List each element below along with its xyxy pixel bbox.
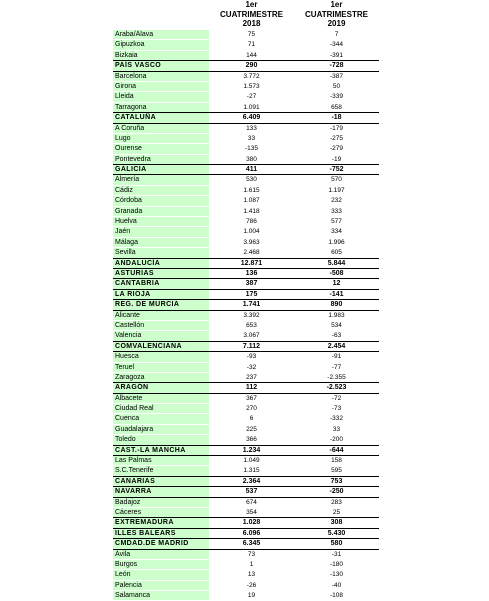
row-name: Gipuzkoa bbox=[113, 40, 209, 49]
table-row-total bbox=[113, 112, 379, 122]
row-name: Teruel bbox=[113, 363, 209, 372]
row-name: A Coruña bbox=[113, 124, 209, 133]
row-value-2018: 786 bbox=[246, 218, 257, 226]
row-name: Lleida bbox=[113, 92, 209, 101]
row-value-2018: 270 bbox=[246, 405, 257, 413]
row-name: Girona bbox=[113, 82, 209, 91]
table-body bbox=[113, 29, 379, 600]
table-row bbox=[113, 465, 379, 475]
table-row-total bbox=[113, 445, 379, 455]
row-value-2019: -72 bbox=[331, 394, 342, 402]
table-row bbox=[113, 320, 379, 330]
header-2018-line2: CUATRIMESTRE bbox=[220, 9, 283, 19]
row-name: Zaragoza bbox=[113, 373, 209, 382]
table-row bbox=[113, 247, 379, 257]
row-value-2018: 19 bbox=[247, 592, 256, 600]
row-value-2019: 1.996 bbox=[328, 238, 345, 246]
row-value-2018: 1.315 bbox=[243, 467, 260, 475]
row-value-2019: 333 bbox=[331, 207, 342, 215]
row-value-2019: 33 bbox=[332, 425, 341, 433]
row-value-2018: 144 bbox=[246, 51, 257, 59]
row-value-2019: -77 bbox=[331, 363, 342, 371]
header-2019-line2: CUATRIMESTRE bbox=[305, 9, 368, 19]
row-name: CATALUÑA bbox=[113, 113, 209, 122]
row-value-2018: 3.963 bbox=[243, 238, 260, 246]
row-name: Granada bbox=[113, 207, 209, 216]
row-name: Alicante bbox=[113, 311, 209, 320]
row-value-2018: 1.234 bbox=[242, 446, 261, 454]
row-value-2018: 1.049 bbox=[243, 457, 260, 465]
row-value-2018: 112 bbox=[245, 384, 258, 392]
data-table bbox=[113, 0, 379, 600]
table-row bbox=[113, 569, 379, 579]
row-value-2019: 232 bbox=[331, 197, 342, 205]
row-value-2018: 366 bbox=[246, 436, 257, 444]
row-name: Guadalajara bbox=[113, 425, 209, 434]
row-value-2018: 225 bbox=[246, 425, 257, 433]
row-name: Albacete bbox=[113, 394, 209, 403]
row-name: GALICIA bbox=[113, 165, 209, 174]
row-value-2019: -19 bbox=[331, 155, 342, 163]
table-row-total bbox=[113, 486, 379, 496]
row-value-2019: -275 bbox=[329, 134, 343, 142]
table-row-total bbox=[113, 476, 379, 486]
row-value-2018: 7.112 bbox=[242, 342, 261, 350]
row-name: Barcelona bbox=[113, 72, 209, 81]
header-2019 bbox=[294, 0, 379, 29]
row-name: Castellón bbox=[113, 321, 209, 330]
row-name: Lugo bbox=[113, 134, 209, 143]
row-value-2019: 595 bbox=[331, 467, 342, 475]
header-2018 bbox=[209, 0, 294, 29]
row-value-2019: -108 bbox=[329, 592, 343, 600]
row-value-2018: 1.573 bbox=[243, 82, 260, 90]
row-name: REG. DE MURCIA bbox=[113, 300, 209, 309]
row-name: LA RIOJA bbox=[113, 290, 209, 299]
row-name: COMVALENCIANA bbox=[113, 342, 209, 351]
row-name: Las Palmas bbox=[113, 456, 209, 465]
row-name: Jaén bbox=[113, 227, 209, 236]
row-value-2019: 753 bbox=[330, 477, 343, 485]
table-row bbox=[113, 185, 379, 195]
row-value-2019: 5.430 bbox=[327, 529, 346, 537]
row-value-2018: -27 bbox=[246, 93, 257, 101]
row-value-2018: 674 bbox=[246, 498, 257, 506]
row-value-2019: 12 bbox=[332, 280, 341, 288]
table-row bbox=[113, 216, 379, 226]
row-value-2019: -344 bbox=[329, 41, 343, 49]
row-name: Cáceres bbox=[113, 508, 209, 517]
row-value-2019: 50 bbox=[332, 82, 341, 90]
row-value-2018: 3.772 bbox=[243, 72, 260, 80]
row-name: León bbox=[113, 570, 209, 579]
row-value-2018: 175 bbox=[245, 290, 258, 298]
row-value-2018: 411 bbox=[245, 166, 258, 174]
table-row bbox=[113, 330, 379, 340]
row-value-2019: 580 bbox=[330, 540, 343, 548]
row-name: Ávila bbox=[113, 550, 209, 559]
row-value-2019: -279 bbox=[329, 145, 343, 153]
table-row bbox=[113, 559, 379, 569]
row-name: CAST.-LA MANCHA bbox=[113, 446, 209, 455]
row-value-2019: -250 bbox=[329, 488, 344, 496]
row-name: EXTREMADURA bbox=[113, 518, 209, 527]
row-value-2018: -135 bbox=[244, 145, 258, 153]
row-name: Badajoz bbox=[113, 498, 209, 507]
table-row-total bbox=[113, 299, 379, 309]
table-row bbox=[113, 29, 379, 39]
header-2019-line1: 1er bbox=[330, 0, 343, 9]
row-value-2019: 570 bbox=[331, 176, 342, 184]
table-row bbox=[113, 310, 379, 320]
table-row bbox=[113, 143, 379, 153]
row-value-2018: 75 bbox=[247, 31, 256, 38]
row-value-2019: 7 bbox=[334, 31, 339, 38]
table-row bbox=[113, 226, 379, 236]
row-value-2018: 12.871 bbox=[240, 259, 263, 267]
table-row bbox=[113, 434, 379, 444]
row-value-2019: -508 bbox=[329, 269, 344, 277]
row-value-2019: -2.523 bbox=[326, 384, 347, 392]
row-value-2019: -728 bbox=[329, 62, 344, 70]
table-row bbox=[113, 362, 379, 372]
row-value-2018: 3.392 bbox=[243, 311, 260, 319]
table-row bbox=[113, 590, 379, 600]
table-row bbox=[113, 351, 379, 361]
row-value-2018: 367 bbox=[246, 394, 257, 402]
table-row-total bbox=[113, 517, 379, 527]
table-row bbox=[113, 123, 379, 133]
row-name: Valencia bbox=[113, 331, 209, 340]
table-row-total bbox=[113, 289, 379, 299]
row-name: CMDAD.DE MADRID bbox=[113, 539, 209, 548]
table-row bbox=[113, 455, 379, 465]
row-name: Palencia bbox=[113, 581, 209, 590]
row-value-2018: 1.418 bbox=[243, 207, 260, 215]
row-value-2018: -26 bbox=[246, 581, 257, 589]
row-value-2018: 290 bbox=[245, 62, 258, 70]
table-row bbox=[113, 81, 379, 91]
table-row bbox=[113, 71, 379, 81]
row-value-2018: 537 bbox=[245, 488, 258, 496]
row-value-2018: 136 bbox=[245, 269, 258, 277]
row-value-2018: 6 bbox=[249, 415, 254, 423]
table-row bbox=[113, 154, 379, 164]
row-value-2018: 33 bbox=[247, 134, 256, 142]
row-value-2019: -40 bbox=[331, 581, 342, 589]
table-row bbox=[113, 133, 379, 143]
row-value-2019: 1.983 bbox=[328, 311, 345, 319]
row-value-2019: -391 bbox=[329, 51, 343, 59]
row-value-2018: 133 bbox=[246, 124, 257, 132]
table-header bbox=[113, 0, 379, 29]
row-value-2019: -180 bbox=[329, 560, 343, 568]
table-row bbox=[113, 424, 379, 434]
row-value-2019: -18 bbox=[331, 114, 342, 122]
row-name: S.C.Tenerife bbox=[113, 466, 209, 475]
row-value-2019: -339 bbox=[329, 93, 343, 101]
row-value-2018: 653 bbox=[246, 321, 257, 329]
row-name: ARAGÓN bbox=[113, 383, 209, 392]
row-value-2019: 658 bbox=[331, 103, 342, 111]
row-value-2018: 6.096 bbox=[242, 529, 261, 537]
table-row bbox=[113, 91, 379, 101]
table-row bbox=[113, 549, 379, 559]
row-name: Almería bbox=[113, 175, 209, 184]
table-row bbox=[113, 580, 379, 590]
row-name: Ourense bbox=[113, 144, 209, 153]
table-row bbox=[113, 174, 379, 184]
row-value-2019: 334 bbox=[331, 228, 342, 236]
row-value-2018: 2.364 bbox=[242, 477, 261, 485]
row-value-2019: -91 bbox=[331, 353, 342, 361]
row-value-2018: 237 bbox=[246, 373, 257, 381]
row-value-2018: 354 bbox=[246, 508, 257, 516]
row-value-2018: 1.087 bbox=[243, 197, 260, 205]
row-value-2019: -200 bbox=[329, 436, 343, 444]
row-value-2018: 530 bbox=[246, 176, 257, 184]
row-value-2019: -31 bbox=[331, 550, 342, 558]
table-row-total bbox=[113, 278, 379, 288]
row-value-2019: 2.454 bbox=[327, 342, 346, 350]
table-row bbox=[113, 393, 379, 403]
table-row-total bbox=[113, 528, 379, 538]
row-value-2018: 1.615 bbox=[243, 186, 260, 194]
row-name: Toledo bbox=[113, 435, 209, 444]
row-value-2019: -130 bbox=[329, 571, 343, 579]
row-value-2019: 5.844 bbox=[327, 259, 346, 267]
row-value-2019: -141 bbox=[329, 290, 344, 298]
table-row bbox=[113, 372, 379, 382]
row-value-2019: -63 bbox=[331, 332, 342, 340]
table-row bbox=[113, 497, 379, 507]
row-name: ANDALUCÍA bbox=[113, 259, 209, 268]
table-row-total bbox=[113, 341, 379, 351]
row-value-2018: 1 bbox=[249, 560, 254, 568]
row-value-2019: -2.355 bbox=[327, 373, 346, 381]
row-value-2019: 158 bbox=[331, 457, 342, 465]
row-name: ILLES BALEARS bbox=[113, 529, 209, 538]
row-value-2019: -752 bbox=[329, 166, 344, 174]
row-name: Burgos bbox=[113, 560, 209, 569]
row-value-2018: 1.028 bbox=[242, 519, 261, 527]
table-row-total bbox=[113, 268, 379, 278]
row-value-2019: -332 bbox=[329, 415, 343, 423]
table-row-total bbox=[113, 382, 379, 392]
row-name: Ciudad Real bbox=[113, 404, 209, 413]
row-value-2018: 1.004 bbox=[243, 228, 260, 236]
row-name: PAÍS VASCO bbox=[113, 61, 209, 70]
table-row bbox=[113, 39, 379, 49]
row-value-2018: -32 bbox=[246, 363, 257, 371]
row-name: Sevilla bbox=[113, 248, 209, 257]
row-value-2018: 71 bbox=[247, 41, 256, 49]
row-name: Tarragona bbox=[113, 103, 209, 112]
row-value-2019: -179 bbox=[329, 124, 343, 132]
row-value-2019: 1.197 bbox=[328, 186, 345, 194]
row-value-2018: 1.741 bbox=[242, 301, 261, 309]
row-value-2018: 387 bbox=[245, 280, 258, 288]
row-value-2018: 3.067 bbox=[243, 332, 260, 340]
row-name: Huelva bbox=[113, 217, 209, 226]
table-row bbox=[113, 195, 379, 205]
row-value-2018: 2.468 bbox=[243, 249, 260, 257]
table-row bbox=[113, 507, 379, 517]
row-name: Bizkaia bbox=[113, 51, 209, 60]
row-name: Araba/Álava bbox=[113, 30, 209, 39]
row-value-2019: 308 bbox=[330, 519, 343, 527]
row-value-2018: 1.091 bbox=[243, 103, 260, 111]
row-name: CANARIAS bbox=[113, 477, 209, 486]
row-name: Cádiz bbox=[113, 186, 209, 195]
row-value-2018: 73 bbox=[247, 550, 256, 558]
table-row bbox=[113, 206, 379, 216]
header-2018-line1: 1er bbox=[245, 0, 258, 9]
row-value-2018: 380 bbox=[246, 155, 257, 163]
table-row bbox=[113, 413, 379, 423]
row-value-2018: 13 bbox=[247, 571, 256, 579]
row-name: ASTURIAS bbox=[113, 269, 209, 278]
table-row bbox=[113, 237, 379, 247]
row-value-2019: -644 bbox=[329, 446, 344, 454]
row-name: Cuenca bbox=[113, 414, 209, 423]
row-name: Córdoba bbox=[113, 196, 209, 205]
row-name: Huesca bbox=[113, 352, 209, 361]
header-blank bbox=[113, 0, 209, 29]
table-row-total bbox=[113, 258, 379, 268]
row-value-2019: -73 bbox=[331, 405, 342, 413]
table-row-total bbox=[113, 60, 379, 70]
header-2019-line3: 2019 bbox=[327, 19, 346, 28]
row-value-2019: 283 bbox=[331, 498, 342, 506]
table-row bbox=[113, 102, 379, 112]
row-name: NAVARRA bbox=[113, 487, 209, 496]
row-value-2018: -93 bbox=[246, 353, 257, 361]
row-name: Málaga bbox=[113, 238, 209, 247]
row-value-2019: 534 bbox=[331, 321, 342, 329]
table-row-total bbox=[113, 164, 379, 174]
row-name: Pontevedra bbox=[113, 155, 209, 164]
header-2018-line3: 2018 bbox=[242, 19, 261, 28]
row-value-2019: 577 bbox=[331, 218, 342, 226]
row-value-2019: 890 bbox=[330, 301, 343, 309]
row-name: CANTABRIA bbox=[113, 279, 209, 288]
table-row bbox=[113, 50, 379, 60]
row-value-2019: 605 bbox=[331, 249, 342, 257]
row-value-2018: 6.409 bbox=[242, 114, 261, 122]
table-row-total bbox=[113, 538, 379, 548]
row-value-2019: -387 bbox=[329, 72, 343, 80]
row-name: Salamanca bbox=[113, 591, 209, 600]
table-row bbox=[113, 403, 379, 413]
row-value-2019: 25 bbox=[332, 508, 341, 516]
row-value-2018: 6.345 bbox=[242, 540, 261, 548]
